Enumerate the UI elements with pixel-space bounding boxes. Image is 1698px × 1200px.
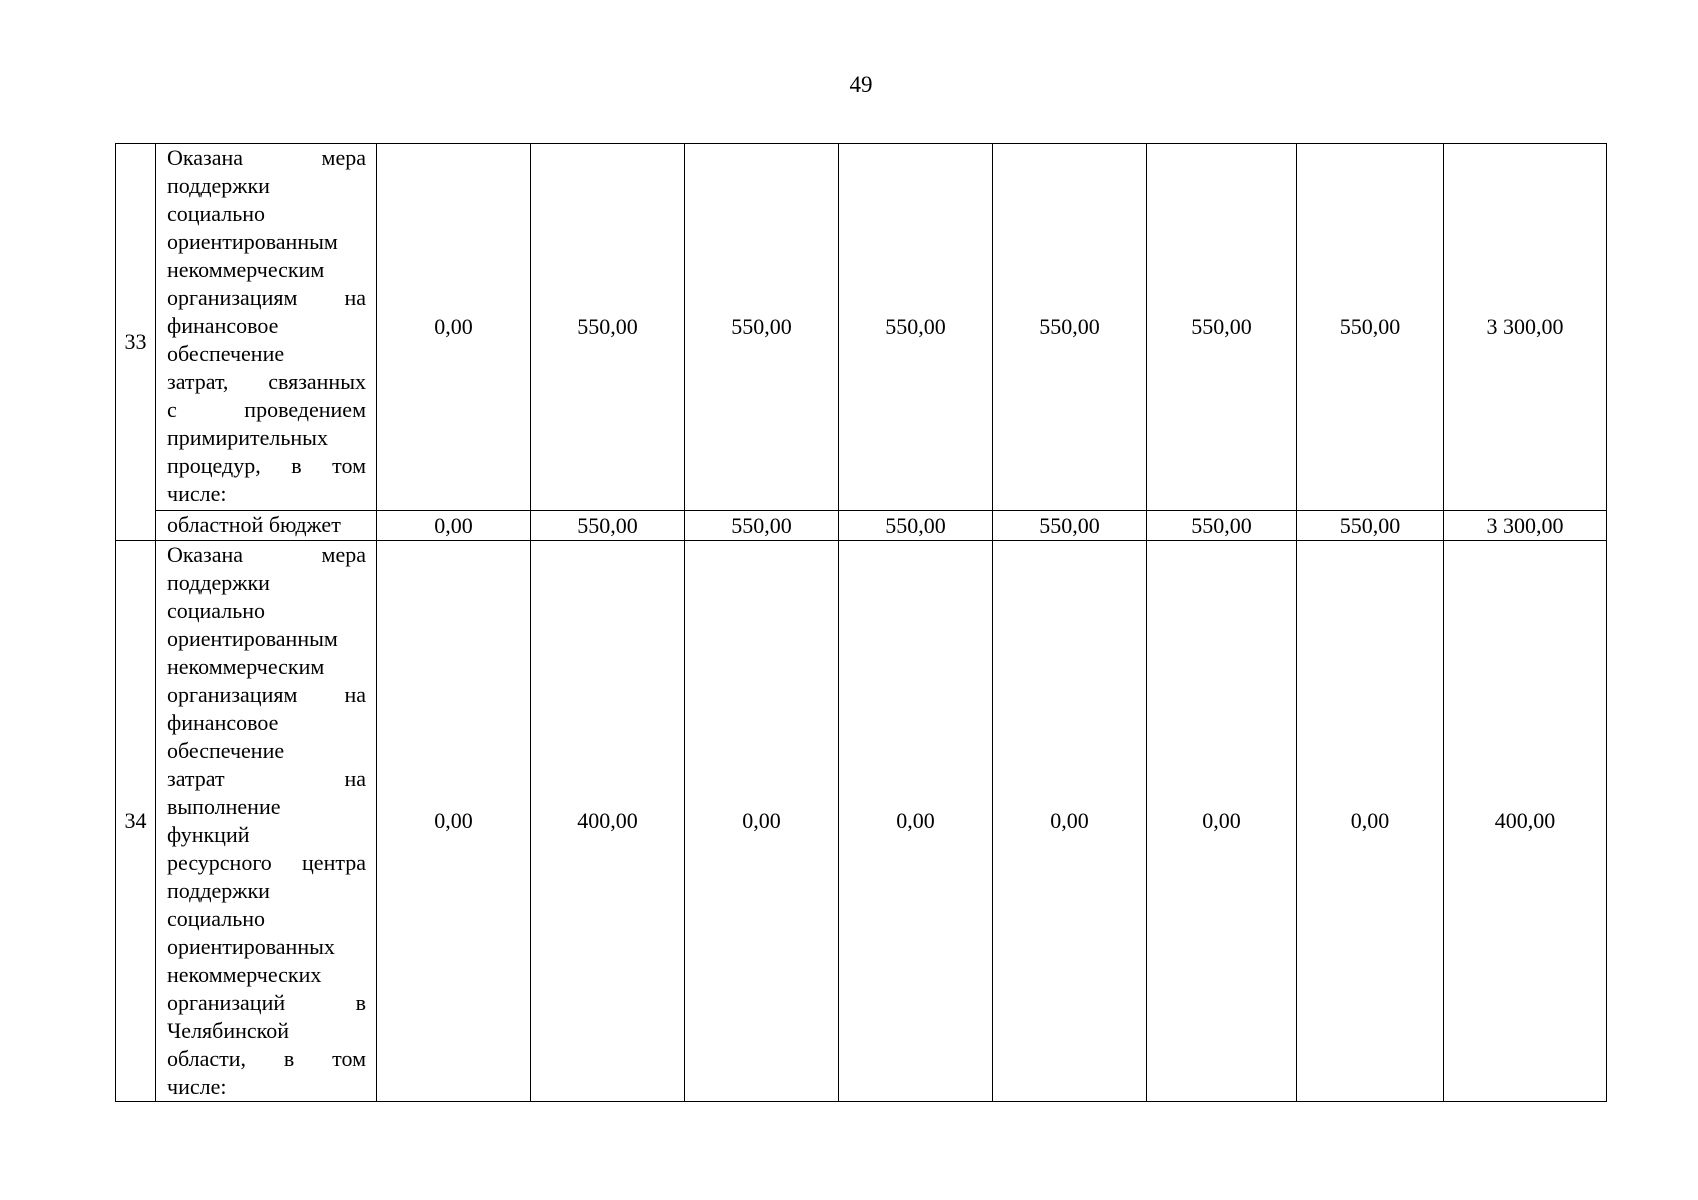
value-cell: 550,00 [531, 511, 685, 541]
value-cell: 550,00 [1147, 144, 1297, 511]
value-cell: 0,00 [685, 541, 839, 1102]
description-line: организациям на [167, 682, 366, 707]
value-cell: 550,00 [1297, 144, 1444, 511]
description-line: организациям на [167, 285, 366, 310]
description-line: обеспечение [167, 341, 285, 366]
description-line: выполнение [167, 794, 281, 819]
description-line: Оказана мера [167, 542, 366, 567]
value-cell: 550,00 [993, 144, 1147, 511]
budget-table [115, 143, 1607, 1102]
value-cell: 0,00 [377, 541, 531, 1102]
description-line: социально [167, 598, 266, 623]
value-cell: 0,00 [1297, 541, 1444, 1102]
value-cell: 550,00 [1297, 511, 1444, 541]
value-cell: 550,00 [839, 144, 993, 511]
description-line: процедур, в том [167, 453, 366, 478]
description-line: ориентированным [167, 229, 338, 254]
value-cell: 0,00 [839, 541, 993, 1102]
description-line: затрат на [167, 766, 366, 791]
description-line: функций [167, 822, 250, 847]
description-line: некоммерческих [167, 962, 322, 987]
table-row-33-regional-budget [116, 511, 1607, 541]
description-line: поддержки [167, 570, 270, 595]
description-line: финансовое [167, 313, 279, 338]
total-cell: 400,00 [1444, 541, 1607, 1102]
description-line: ориентированным [167, 626, 338, 651]
value-cell: 0,00 [377, 511, 531, 541]
description-line: обеспечение [167, 738, 285, 763]
page-number: 49 [849, 72, 873, 97]
table-row-33 [116, 144, 1607, 511]
description-line: некоммерческим [167, 257, 325, 282]
description-line: некоммерческим [167, 654, 325, 679]
row-description [156, 144, 377, 511]
row-number: 34 [116, 541, 156, 1102]
description-line: поддержки [167, 878, 270, 903]
description-line: с проведением [167, 397, 366, 422]
value-cell: 0,00 [993, 541, 1147, 1102]
description-line: затрат, связанных [167, 369, 366, 394]
value-cell: 550,00 [685, 511, 839, 541]
value-cell: 0,00 [1147, 541, 1297, 1102]
value-cell: 0,00 [377, 144, 531, 511]
row-number: 33 [116, 144, 156, 541]
value-cell: 400,00 [531, 541, 685, 1102]
description-line: ресурсного центра [167, 850, 366, 875]
total-cell: 3 300,00 [1444, 511, 1607, 541]
total-cell: 3 300,00 [1444, 144, 1607, 511]
value-cell: 550,00 [993, 511, 1147, 541]
description-line: примирительных [167, 425, 328, 450]
description-line: социально [167, 201, 266, 226]
description-line: ориентированных [167, 934, 335, 959]
description-line: социально [167, 906, 266, 931]
description-line: Оказана мера [167, 145, 366, 170]
description-line: финансовое [167, 710, 279, 735]
budget-source-label: областной бюджет [156, 511, 377, 541]
value-cell: 550,00 [839, 511, 993, 541]
row-description [156, 541, 377, 1102]
value-cell: 550,00 [685, 144, 839, 511]
description-line: Челябинской [167, 1018, 290, 1043]
description-line: организаций в [167, 990, 366, 1015]
value-cell: 550,00 [531, 144, 685, 511]
description-line: поддержки [167, 173, 270, 198]
description-line: области, в том [167, 1046, 366, 1071]
table-row-34 [116, 541, 1607, 1102]
value-cell: 550,00 [1147, 511, 1297, 541]
description-line: числе: [167, 1074, 227, 1099]
description-line: числе: [167, 481, 227, 506]
